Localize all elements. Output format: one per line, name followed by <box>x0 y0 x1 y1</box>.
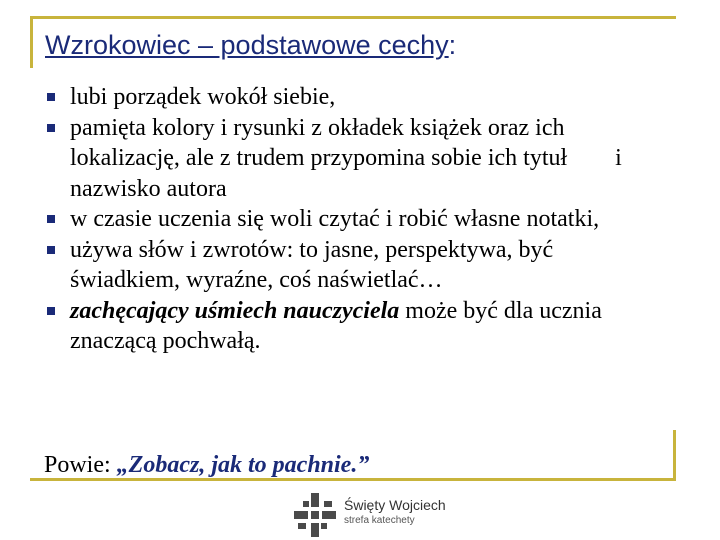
list-item-text: pamięta kolory i rysunki z okładek książek oraz ich lokalizację, ale z trudem przypomina sobie ich tytuł i nazwisko autora <box>70 114 628 202</box>
list-item <box>44 235 664 296</box>
brand-logo <box>292 493 452 537</box>
list-item-text: może być dla ucznia znaczącą pochwałą. <box>70 297 602 354</box>
trait-list <box>44 82 664 357</box>
logo-name: Święty Wojciech <box>344 497 446 513</box>
footer-prefix: Powie: <box>44 452 117 478</box>
slide-title-text: Wzrokowiec – podstawowe cechy <box>45 30 449 60</box>
slide-title-colon: : <box>448 30 457 60</box>
frame-right-line <box>673 430 676 480</box>
footer-quote: „Zobacz, jak to pachnie.” <box>116 452 370 478</box>
slide-title <box>45 30 456 61</box>
footer-phrase <box>44 452 369 479</box>
list-item <box>44 82 664 113</box>
list-item-text: w czasie uczenia się woli czytać i robić własne notatki, <box>70 206 600 232</box>
frame-top-line <box>30 16 676 19</box>
logo-subtitle: strefa katechety <box>344 515 415 526</box>
list-item-text: używa słów i zwrotów: to jasne, perspektywa, być świadkiem, wyraźne, coś naświetlać… <box>70 236 554 293</box>
bullet-square-icon <box>47 124 55 132</box>
cross-logo-icon <box>292 493 338 537</box>
frame-left-line <box>30 16 33 68</box>
list-item-emphasis: zachęcający uśmiech nauczyciela <box>70 297 400 324</box>
list-item <box>44 113 664 205</box>
list-item <box>44 204 664 235</box>
bullet-square-icon <box>47 93 55 101</box>
bullet-square-icon <box>47 307 55 315</box>
bullet-square-icon <box>47 215 55 223</box>
list-item-text: lubi porządek wokół siebie, <box>70 84 336 110</box>
list-item <box>44 296 664 357</box>
bullet-square-icon <box>47 246 55 254</box>
